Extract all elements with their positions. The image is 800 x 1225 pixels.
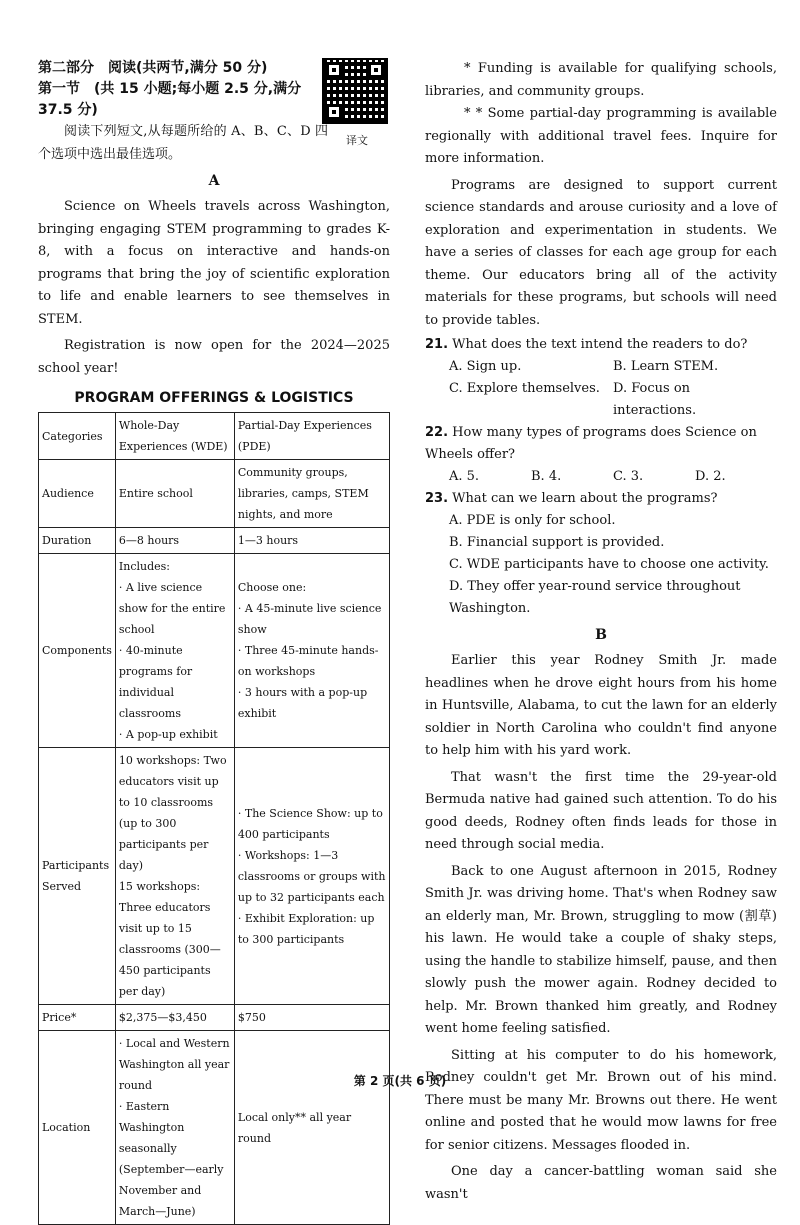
table-row-components (39, 554, 390, 748)
question-21 (425, 334, 777, 422)
program-table (38, 412, 390, 1225)
passage-b-heading: B (595, 627, 607, 643)
question-stem: How many types of programs does Science on Wheels offer? (425, 425, 757, 462)
table-cell: Location (39, 1031, 116, 1225)
cell-line: · The Science Show: up to 400 participants (237, 806, 383, 841)
table-header-row (39, 413, 390, 460)
table-cell: $2,375—$3,450 (115, 1005, 234, 1031)
option[interactable]: A. PDE is only for school. (449, 513, 616, 528)
question-23 (425, 488, 777, 620)
table-row-audience (39, 460, 390, 528)
table-cell: Duration (39, 528, 116, 554)
passage-a-heading: A (208, 173, 220, 189)
table-row-price (39, 1005, 390, 1031)
cell-line: · A 45-minute live science show (237, 602, 382, 636)
question-number: 21. (425, 337, 449, 352)
instruction-text: 阅读下列短文,从每题所给的 A、B、C、D 四个选项中选出最佳选项。 (38, 124, 328, 162)
table-cell: Components (39, 554, 116, 748)
qr-code-block (322, 58, 392, 148)
option[interactable]: D. They offer year-round service throughout Washington. (449, 579, 741, 616)
page-footer: 第 2 页(共 6 页) (353, 1074, 447, 1088)
table-cell: $750 (234, 1005, 389, 1031)
table-row-duration (39, 528, 390, 554)
question-number: 23. (425, 491, 449, 506)
cell-line: · Three 45-minute hands-on workshops (237, 644, 379, 678)
table-cell (234, 748, 389, 1005)
option[interactable]: A. 5. (449, 469, 480, 484)
cell-line: 10 workshops: Two educators visit up to 10 classrooms (up to 300 participants per day) (118, 754, 227, 872)
qr-code-label: 译文 (346, 134, 368, 147)
section-part-title: 第二部分 阅读(共两节,满分 50 分) (38, 60, 268, 76)
question-stem: What can we learn about the programs? (452, 491, 718, 506)
table-row-participants (39, 748, 390, 1005)
section-sub-title-cont: 37.5 分) (38, 102, 98, 118)
table-cell: Entire school (115, 460, 234, 528)
table-header-pde: Partial-Day Experiences (PDE) (234, 413, 389, 460)
option[interactable]: D. Focus on interactions. (613, 381, 697, 418)
section-sub-title: 第一节 (共 15 小题;每小题 2.5 分,满分 (38, 81, 302, 97)
passage-a-paragraph-2: Registration is now open for the 2024—2025 school year! (38, 338, 390, 376)
cell-line: · 40-minute programs for individual classrooms (118, 644, 193, 720)
cell-line: Includes: (118, 560, 170, 573)
table-row-location (39, 1031, 390, 1225)
table-cell (234, 554, 389, 748)
table-cell: 6—8 hours (115, 528, 234, 554)
cell-line: Choose one: (237, 581, 307, 594)
table-cell: 1—3 hours (234, 528, 389, 554)
cell-line: · Workshops: 1—3 classrooms or groups with up to 32 participants each (237, 848, 386, 904)
table-cell (115, 1031, 234, 1225)
table-cell: Price* (39, 1005, 116, 1031)
table-cell (115, 554, 234, 748)
option[interactable]: B. Financial support is provided. (449, 535, 665, 550)
option[interactable]: A. Sign up. (449, 359, 522, 374)
question-stem: What does the text intend the readers to do? (452, 337, 748, 352)
qr-code-icon (322, 58, 388, 124)
option[interactable]: C. 3. (613, 469, 644, 484)
option[interactable]: D. 2. (695, 469, 726, 484)
passage-b-paragraph-3: Back to one August afternoon in 2015, Rodney Smith Jr. was driving home. That's when Rodney saw an elderly man, Mr. Brown, struggling to mow (割草) his lawn. He would take a couple of shaky steps, using the handle to stabilize himself, pause, and then slowly push the mower again. Rodney decided to help. Mr. Brown thanked him greatly, and Rodney went home feeling satisfied. (425, 863, 777, 1036)
cell-line: · 3 hours with a pop-up exhibit (237, 686, 368, 720)
partial-day-note: * * Some partial-day programming is available regionally with additional travel fees. Inquire for more information. (425, 106, 777, 166)
option[interactable]: B. Learn STEM. (613, 359, 719, 374)
option[interactable]: B. 4. (531, 469, 562, 484)
cell-line: · A pop-up exhibit (118, 728, 218, 741)
cell-line: · Local and Western Washington all year round (118, 1037, 230, 1092)
passage-b-paragraph-1: Earlier this year Rodney Smith Jr. made headlines when he drove eight hours from his home in Huntsville, Alabama, to cut the lawn for an elderly soldier in North Carolina who couldn't find anyone to help him with his yard work. (425, 653, 777, 758)
passage-b-paragraph-4: Sitting at his computer to do his homework, Rodney couldn't get Mr. Brown out of his mind. There must be many Mr. Browns out there. He went online and posted that he would mow lawns for free for senior citizens. Messages flooded in. (425, 1047, 777, 1153)
table-header-categories: Categories (39, 413, 116, 460)
question-number: 22. (425, 425, 449, 440)
passage-a-paragraph-3: Programs are designed to support current science standards and arouse curiosity and a love of exploration and experimentation in students. We have a series of classes for each age group for each theme. Our educators bring all of the activity materials for these programs, but schools will need to provide tables. (425, 177, 777, 328)
funding-note: * Funding is available for qualifying schools, libraries, and community groups. (425, 61, 777, 99)
cell-line: · Exhibit Exploration: up to 300 participants (237, 911, 375, 946)
table-cell: Local only** all year round (234, 1031, 389, 1225)
question-22 (425, 422, 777, 488)
table-title: PROGRAM OFFERINGS & LOGISTICS (74, 390, 354, 406)
cell-line: · Eastern Washington seasonally (September—early November and March—June) (118, 1100, 224, 1218)
passage-a-paragraph-1: Science on Wheels travels across Washington, bringing engaging STEM programming to grades K-8, with a focus on interactive and hands-on programs that bring the joy of scientific exploration to life and enable learners to see themselves in STEM. (38, 199, 390, 327)
cell-line: 15 workshops: Three educators visit up to 15 classrooms (300—450 participants per day) (118, 880, 221, 998)
table-cell: Community groups, libraries, camps, STEM nights, and more (234, 460, 389, 528)
table-cell: Participants Served (39, 748, 116, 1005)
option[interactable]: C. WDE participants have to choose one activity. (449, 557, 769, 572)
option[interactable]: C. Explore themselves. (449, 381, 600, 396)
right-column (425, 58, 777, 1206)
table-cell: Audience (39, 460, 116, 528)
table-cell (115, 748, 234, 1005)
passage-b-paragraph-2: That wasn't the first time the 29-year-old Bermuda native had gained such attention. To do his good deeds, Rodney often finds leads for those in need through social media. (425, 769, 777, 852)
table-header-wde: Whole-Day Experiences (WDE) (115, 413, 234, 460)
left-column (38, 58, 390, 1225)
cell-line: · A live science show for the entire school (118, 581, 226, 636)
passage-b-paragraph-5: One day a cancer-battling woman said she wasn't (425, 1164, 777, 1202)
